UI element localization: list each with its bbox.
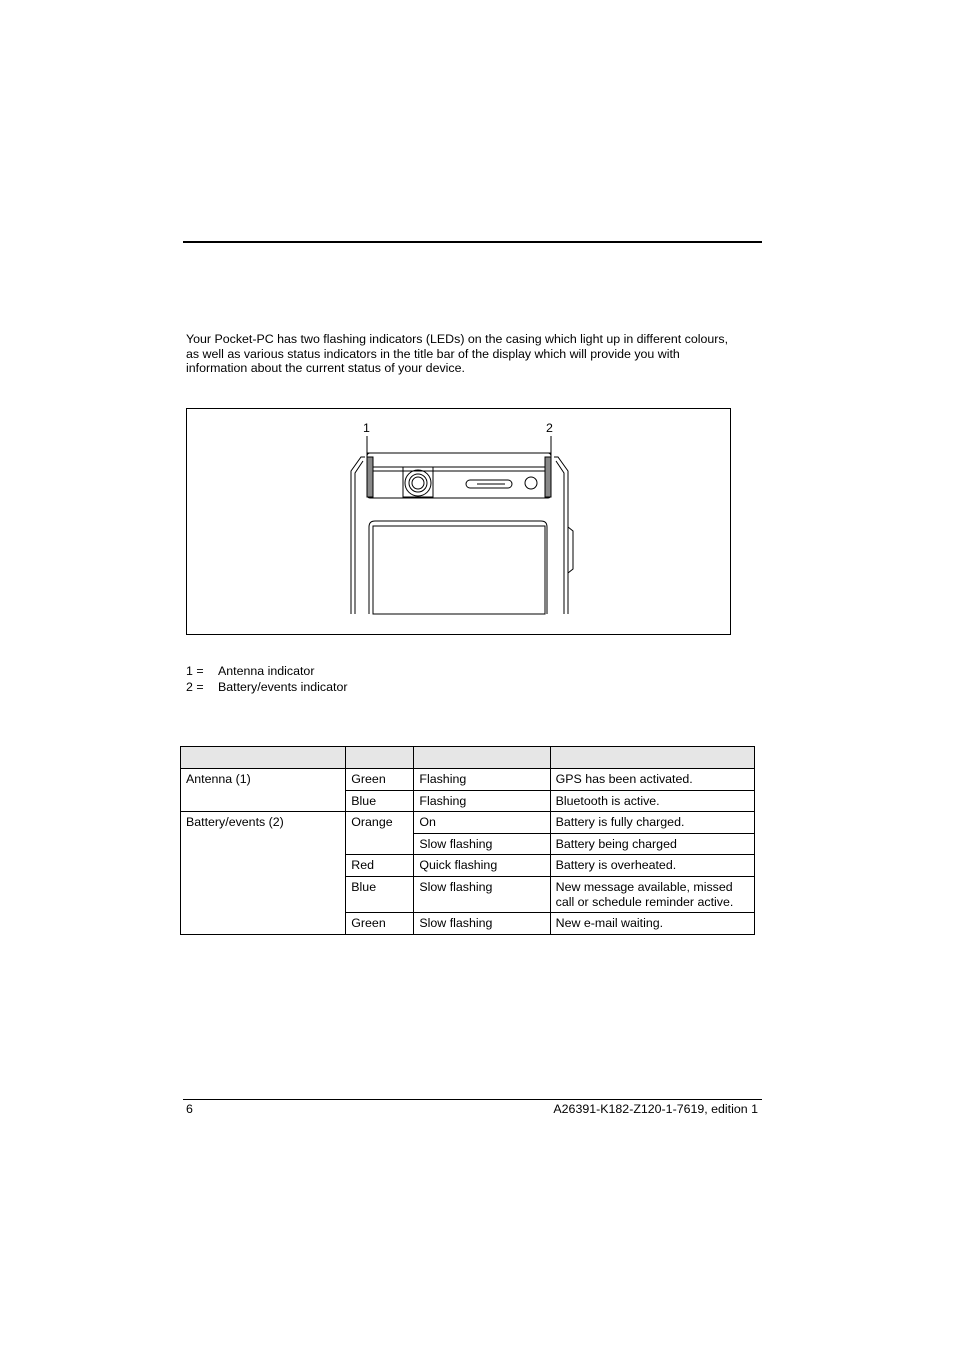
legend-item <box>186 679 347 695</box>
legend-number: 1 = <box>186 664 204 678</box>
legend-text: Battery/events indicator <box>218 680 348 694</box>
intro-line: information about the current status of your device. <box>186 361 465 376</box>
table-row <box>181 812 755 834</box>
state-cell: Flashing <box>414 790 550 812</box>
header-cell <box>346 747 414 769</box>
colour-cell: Orange <box>346 812 414 855</box>
meaning-cell: Battery being charged <box>550 833 754 855</box>
meaning-cell: New message available, missed call or schedule reminder active. <box>550 876 754 912</box>
intro-line: as well as various status indicators in the title bar of the display which will provide you with <box>186 346 680 361</box>
state-cell: Slow flashing <box>414 876 550 912</box>
intro-paragraph <box>186 332 756 376</box>
indicator-cell: Battery/events (2) <box>181 812 346 935</box>
footer-rule <box>183 1099 762 1100</box>
pocket-pc-illustration <box>187 409 732 636</box>
table-header-row <box>181 747 755 769</box>
header-cell <box>414 747 550 769</box>
colour-cell: Green <box>346 769 414 791</box>
colour-cell: Blue <box>346 876 414 912</box>
state-cell: Flashing <box>414 769 550 791</box>
legend-number: 2 = <box>186 680 204 694</box>
header-rule <box>183 241 762 243</box>
document-id: A26391-K182-Z120-1-7619, edition 1 <box>553 1102 758 1116</box>
meaning-cell: New e-mail waiting. <box>550 913 754 935</box>
header-cell <box>181 747 346 769</box>
device-figure <box>186 408 731 635</box>
meaning-cell: Bluetooth is active. <box>550 790 754 812</box>
meaning-cell: GPS has been activated. <box>550 769 754 791</box>
colour-cell: Red <box>346 855 414 877</box>
callout-antenna-label: 1 <box>363 421 370 435</box>
colour-cell: Green <box>346 913 414 935</box>
page-number: 6 <box>186 1102 193 1116</box>
meaning-cell: Battery is overheated. <box>550 855 754 877</box>
table-row <box>181 769 755 791</box>
state-cell: On <box>414 812 550 834</box>
meaning-cell: Battery is fully charged. <box>550 812 754 834</box>
state-cell: Slow flashing <box>414 913 550 935</box>
figure-legend <box>186 663 347 695</box>
colour-cell: Blue <box>346 790 414 812</box>
legend-text: Antenna indicator <box>218 664 315 678</box>
legend-item <box>186 663 347 679</box>
led-status-table <box>180 746 755 935</box>
state-cell: Slow flashing <box>414 833 550 855</box>
indicator-cell: Antenna (1) <box>181 769 346 812</box>
header-cell <box>550 747 754 769</box>
intro-line: Your Pocket-PC has two flashing indicators (LEDs) on the casing which light up in different colours, <box>186 332 729 346</box>
state-cell: Quick flashing <box>414 855 550 877</box>
callout-battery-label: 2 <box>546 421 553 435</box>
